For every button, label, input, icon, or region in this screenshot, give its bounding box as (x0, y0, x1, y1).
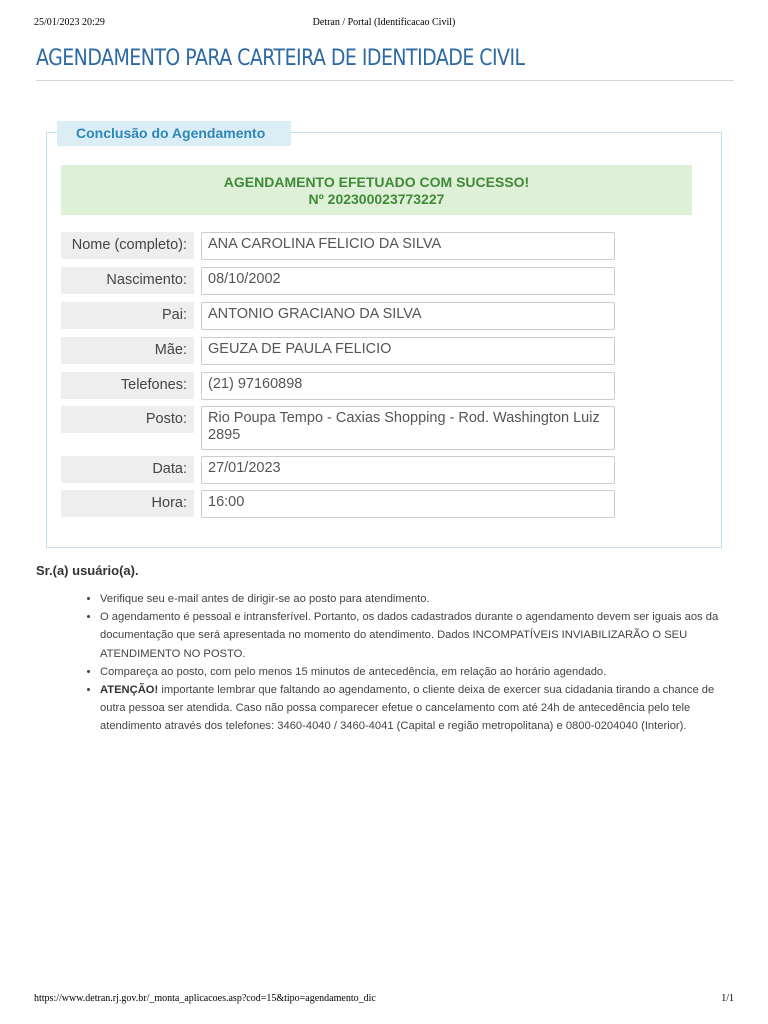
print-datetime: 25/01/2023 20:29 (34, 17, 105, 28)
label-service-post: Posto: (61, 406, 194, 433)
page-title: AGENDAMENTO PARA CARTEIRA DE IDENTIDADE CIVIL (36, 46, 525, 71)
attention-label: ATENÇÃO! (100, 684, 159, 697)
value-date: 27/01/2023 (201, 456, 615, 484)
notes-list (64, 590, 736, 736)
title-divider (36, 80, 734, 81)
attention-text: importante lembrar que faltando ao agendamento, o cliente deixa de exercer sua cidadania tirando a chance de outra pessoa ser atendida. Caso não possa comparecer efetue o cancelamento com até 24h de antecedência pelo tele atendimento através dos telefones: 3460-4040 / 3460-4041 (Capital e região metropolitana) e 0800-0204040 (Interior). (100, 684, 715, 733)
success-message (61, 165, 692, 215)
success-text: AGENDAMENTO EFETUADO COM SUCESSO! (223, 174, 530, 190)
label-time: Hora: (61, 490, 194, 517)
list-item: • Compareça ao posto, com pelo menos 15 minutos de antecedência, em relação ao horário agendado. (100, 663, 736, 681)
value-phones: (21) 97160898 (201, 372, 615, 400)
label-birth-date: Nascimento: (61, 267, 194, 294)
appointment-number: Nº 202300023773227 (308, 191, 445, 207)
panel-legend: Conclusão do Agendamento (57, 121, 291, 146)
notes-title: Sr.(a) usuário(a). (36, 563, 139, 578)
label-full-name: Nome (completo): (61, 232, 194, 259)
print-document-title: Detran / Portal (Identificacao Civil) (312, 17, 456, 28)
list-item (100, 681, 736, 736)
print-footer (34, 993, 734, 1007)
print-page-count: 1/1 (721, 993, 734, 1004)
value-birth-date: 08/10/2002 (201, 267, 615, 295)
label-father: Pai: (61, 302, 194, 329)
value-mother: GEUZA DE PAULA FELICIO (201, 337, 615, 365)
print-header (34, 17, 734, 31)
list-item: • O agendamento é pessoal e intransferível. Portanto, os dados cadastrados durante o agendamento devem ser iguais aos da documentação que será apresentada no momento do atendimento. Dados INCOMPATÍVEIS INVIABILIZARÃO O SEU ATENDIMENTO NO POSTO. (100, 608, 736, 663)
print-url: https://www.detran.rj.gov.br/_monta_aplicacoes.asp?cod=15&tipo=agendamento_dic (34, 993, 376, 1004)
label-date: Data: (61, 456, 194, 483)
value-father: ANTONIO GRACIANO DA SILVA (201, 302, 615, 330)
list-item: • Verifique seu e-mail antes de dirigir-se ao posto para atendimento. (100, 590, 736, 608)
value-time: 16:00 (201, 490, 615, 518)
value-service-post: Rio Poupa Tempo - Caxias Shopping - Rod. Washington Luiz 2895 (201, 406, 615, 450)
value-full-name: ANA CAROLINA FELICIO DA SILVA (201, 232, 615, 260)
label-mother: Mãe: (61, 337, 194, 364)
label-phones: Telefones: (61, 372, 194, 399)
